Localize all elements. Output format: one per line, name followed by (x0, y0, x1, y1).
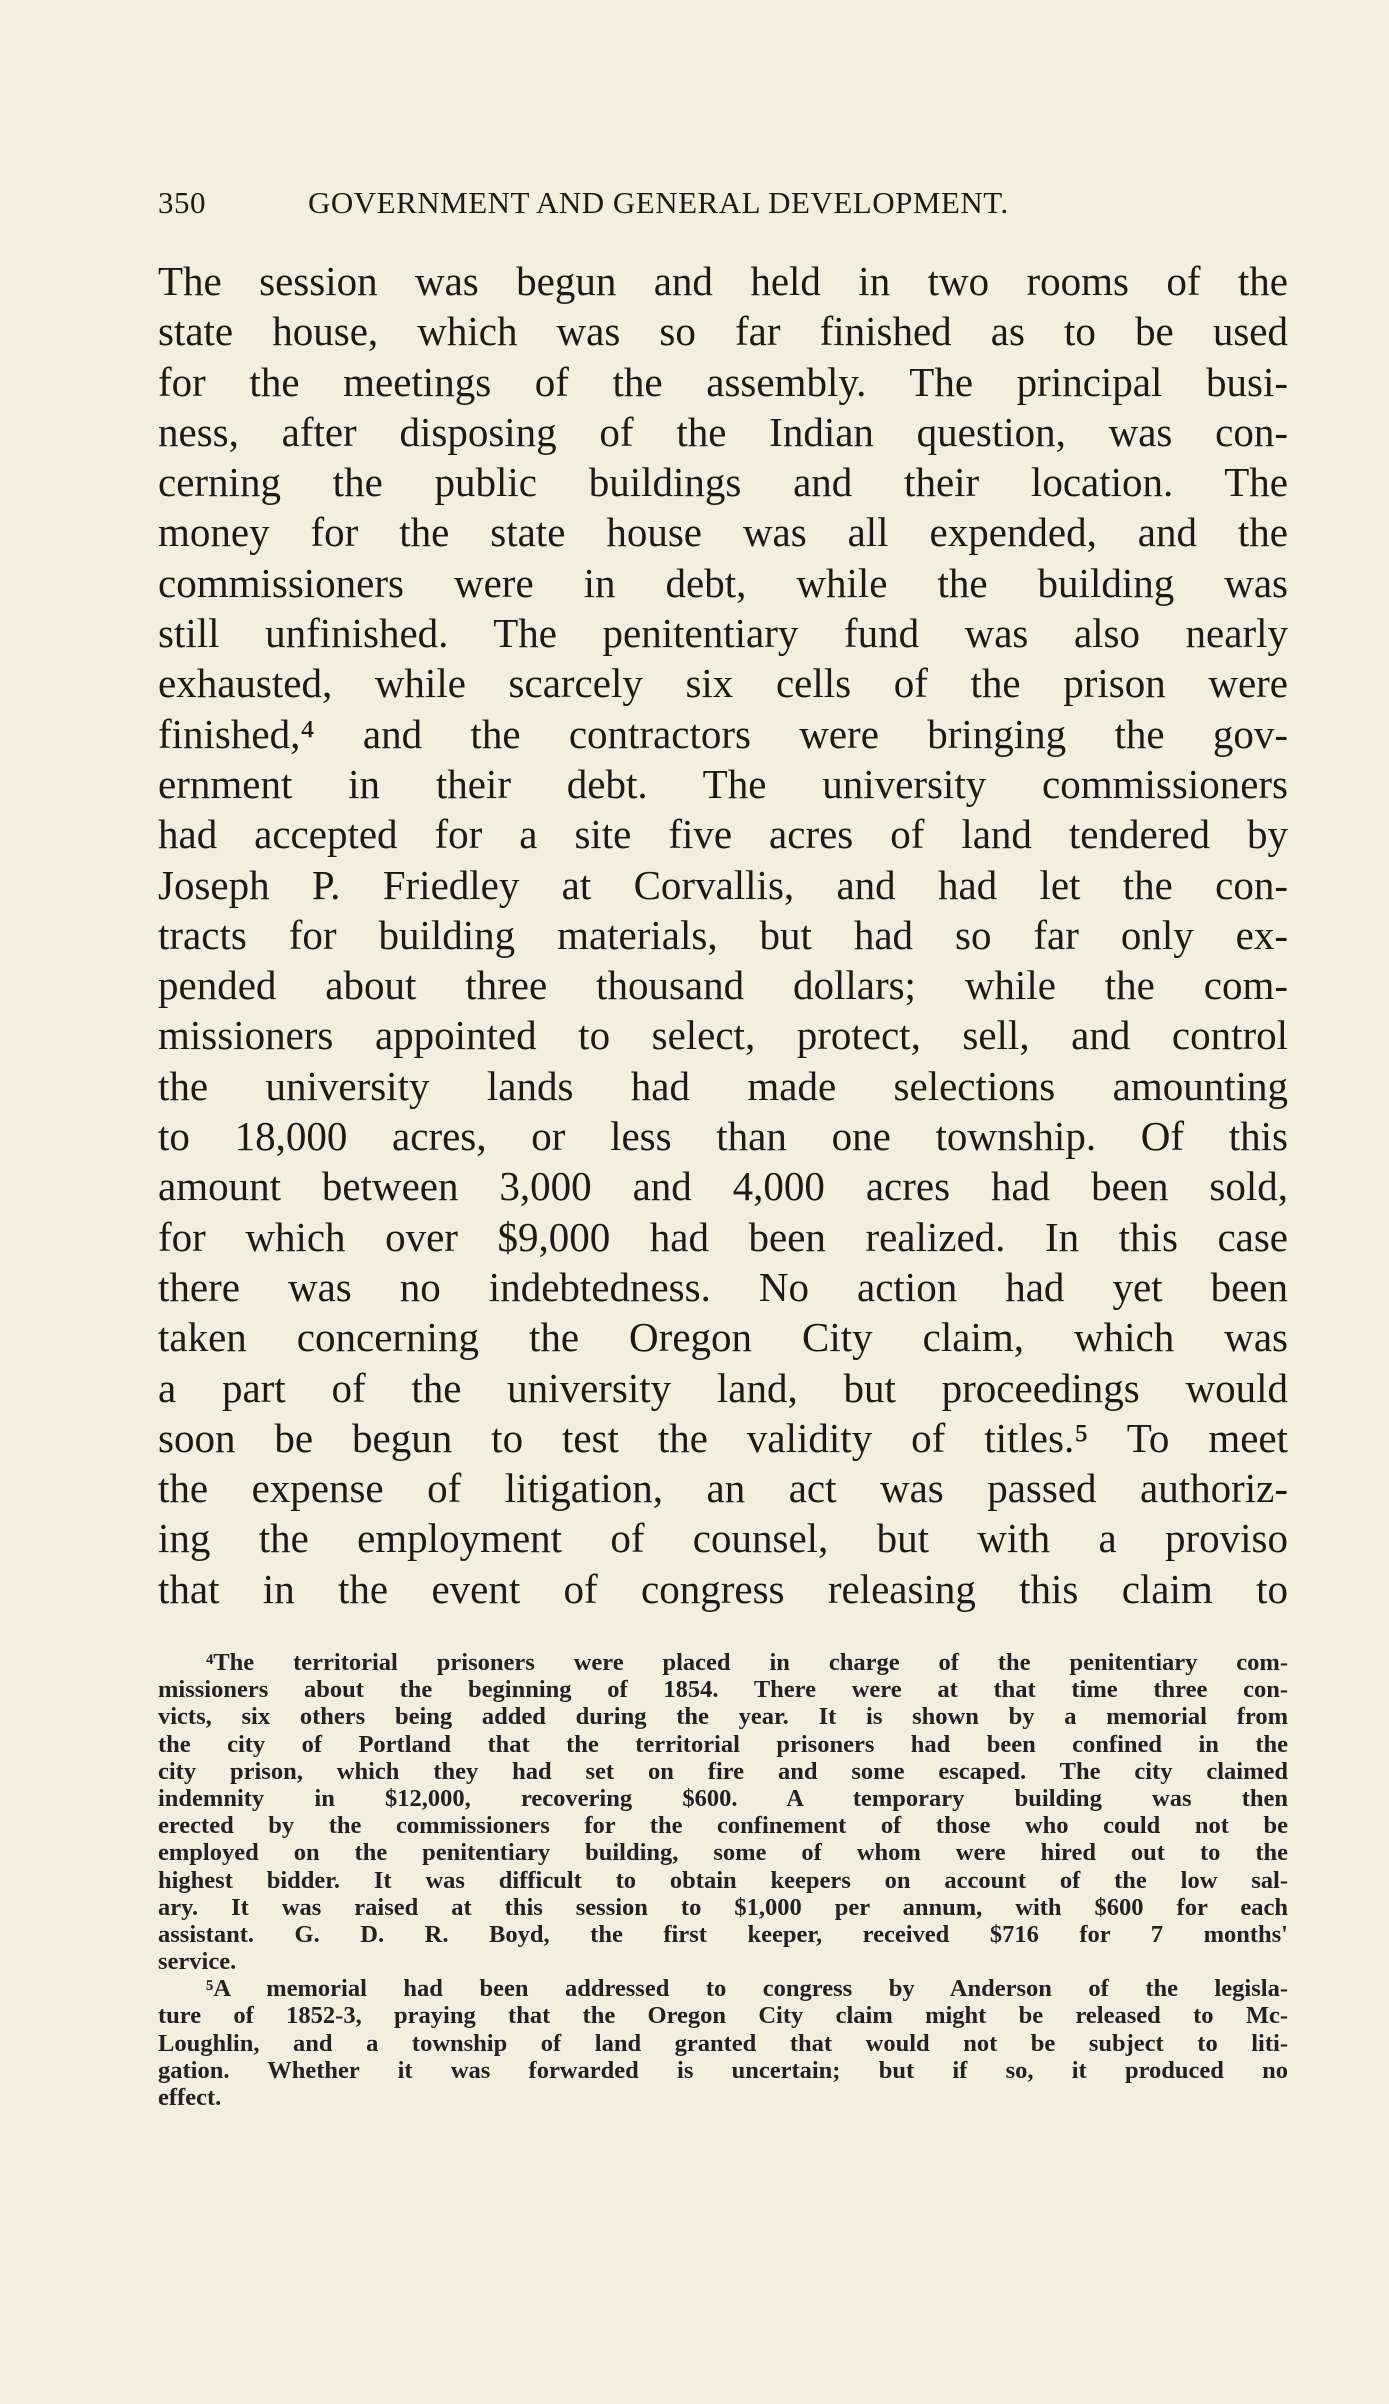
body-paragraph (158, 256, 1288, 1614)
running-title: GOVERNMENT AND GENERAL DEVELOPMENT. (308, 185, 1009, 220)
footnote-line: missioners about the beginning of 1854. There were at that time three con- (158, 1676, 1288, 1704)
body-line: commissioners were in debt, while the building was (158, 559, 1288, 606)
body-line: a part of the university land, but proceedings would (158, 1364, 1288, 1411)
body-line: missioners appointed to select, protect, sell, and control (158, 1012, 1288, 1059)
body-line: state house, which was so far finished as to be used (158, 308, 1288, 355)
footnote-line: Loughlin, and a township of land granted that would not be subject to liti- (158, 2029, 1288, 2057)
body-line: had accepted for a site five acres of land tendered by (158, 811, 1288, 858)
footnote-line: service. (158, 1948, 237, 1976)
footnote-line: effect. (158, 2084, 222, 2111)
body-line: pended about three thousand dollars; while the com- (158, 962, 1288, 1009)
body-line: ing the employment of counsel, but with a proviso (158, 1515, 1288, 1562)
body-line: cerning the public buildings and their location. The (158, 459, 1288, 506)
footnotes (158, 1649, 1288, 2111)
body-line: ness, after disposing of the Indian question, was con- (158, 408, 1288, 455)
footnote-line: city prison, which they had set on fire and some escaped. The city claimed (158, 1757, 1288, 1785)
body-line: the expense of litigation, an act was passed authoriz- (158, 1465, 1288, 1512)
body-line: exhausted, while scarcely six cells of the prison were (158, 660, 1288, 707)
body-line: tracts for building materials, but had so far only ex- (158, 911, 1288, 958)
body-line: The session was begun and held in two rooms of the (158, 258, 1288, 304)
footnote-line: ary. It was raised at this session to $1,000 per annum, with $600 for each (158, 1893, 1288, 1921)
footnote-line: victs, six others being added during the year. It is shown by a memorial from (158, 1703, 1288, 1731)
body-line: that in the event of congress releasing this claim to (158, 1565, 1288, 1612)
footnote-line: ⁵A memorial had been addressed to congress by Anderson of the legisla- (206, 1975, 1288, 2003)
footnote-line: ture of 1852-3, praying that the Oregon City claim might be released to Mc- (158, 2002, 1288, 2030)
footnote-line: indemnity in $12,000, recovering $600. A temporary building was then (158, 1784, 1288, 1812)
body-line: Joseph P. Friedley at Corvallis, and had let the con- (158, 861, 1288, 908)
footnote-line: assistant. G. D. R. Boyd, the first keeper, received $716 for 7 months' (158, 1920, 1288, 1948)
body-line: amount between 3,000 and 4,000 acres had been sold, (158, 1163, 1288, 1210)
body-line: for the meetings of the assembly. The principal busi- (158, 358, 1288, 405)
page-number: 350 (158, 185, 206, 220)
footnote-5 (158, 1975, 1288, 2111)
body-line: money for the state house was all expended, and the (158, 509, 1288, 556)
body-line: taken concerning the Oregon City claim, which was (158, 1314, 1288, 1361)
footnote-line: highest bidder. It was difficult to obtain keepers on account of the low sal- (158, 1866, 1288, 1894)
body-line: soon be begun to test the validity of titles.⁵ To meet (158, 1414, 1288, 1461)
body-line: the university lands had made selections amounting (158, 1062, 1288, 1109)
running-header (158, 178, 1288, 228)
footnote-4 (158, 1649, 1288, 1975)
footnote-line: ⁴The territorial prisoners were placed in charge of the penitentiary com- (206, 1649, 1288, 1676)
body-line: for which over $9,000 had been realized. In this case (158, 1213, 1288, 1260)
footnote-line: employed on the penitentiary building, some of whom were hired out to the (158, 1839, 1288, 1867)
body-line: finished,⁴ and the contractors were bringing the gov- (158, 710, 1288, 757)
footnote-line: the city of Portland that the territorial prisoners had been confined in the (158, 1730, 1288, 1758)
body-line: still unfinished. The penitentiary fund was also nearly (158, 610, 1288, 657)
body-line: ernment in their debt. The university commissioners (158, 760, 1288, 807)
footnote-line: erected by the commissioners for the confinement of those who could not be (158, 1812, 1288, 1840)
footnote-line: gation. Whether it was forwarded is uncertain; but if so, it produced no (158, 2056, 1288, 2084)
body-line: to 18,000 acres, or less than one township. Of this (158, 1113, 1288, 1160)
body-line: there was no indebtedness. No action had yet been (158, 1263, 1288, 1310)
